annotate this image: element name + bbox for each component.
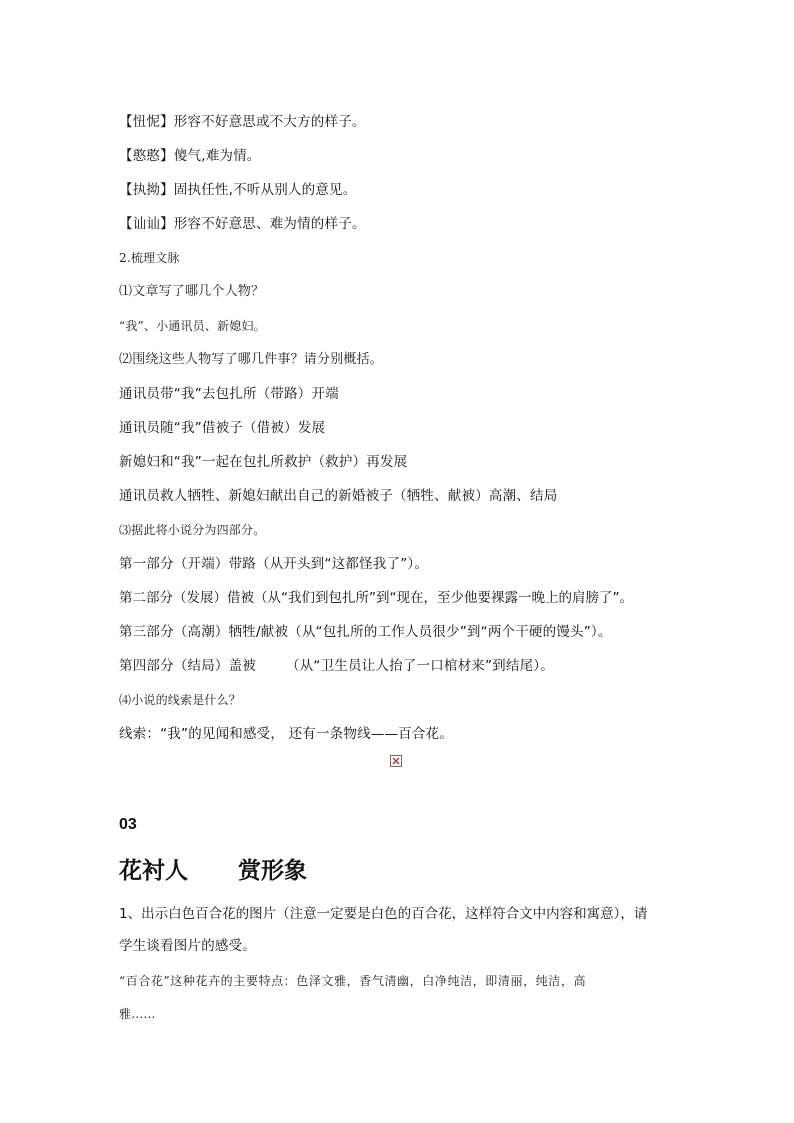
part-3: 第三部分（高潮）牺牲/献被（从“包扎所的工作人员很少”到“两个干硬的馒头”）。	[119, 624, 612, 640]
question-3: ⑶据此将小说分为四部分。	[119, 523, 266, 537]
part-4-range: （从“卫生员让人抬了一口棺材来”到结尾）。	[286, 658, 554, 674]
lily-features-line-2: 雅……	[119, 1007, 156, 1021]
part-2: 第二部分（发展）借被（从“我们到包扎所”到“现在，至少他要裸露一晚上的肩膀了”。	[119, 590, 633, 606]
lily-features-line-1: “百合花”这种花卉的主要特点：色泽文雅，香气清幽，白净纯洁，即清丽，纯洁，高	[119, 974, 587, 988]
section-title-part-b: 赏形象	[238, 858, 307, 884]
event-2: 通讯员随“我”借被子（借被）发展	[119, 420, 326, 436]
event-4: 通讯员救人牺牲、新媳妇献出自己的新婚被子（牺牲、献被）高潮、结局	[119, 488, 558, 504]
event-3: 新媳妇和“我”一起在包扎所救护（救护）再发展	[119, 454, 408, 470]
subheading-outline: 2.梳理文脉	[119, 251, 180, 265]
vocab-zhiniu: 【执拗】固执任性,不听从别人的意见。	[119, 182, 357, 198]
answer-1: “我”、小通讯员、新媳妇。	[119, 319, 266, 333]
part-4	[119, 656, 554, 676]
vocab-niuni: 【忸怩】形容不好意思或不大方的样子。	[119, 114, 366, 130]
broken-image-icon	[390, 755, 402, 767]
answer-4: 线索：“我”的见闻和感受， 还有一条物线——百合花。	[119, 726, 453, 742]
event-1: 通讯员带“我”去包扎所（带路）开端	[119, 386, 339, 402]
section-title	[119, 852, 307, 885]
question-4: ⑷小说的线索是什么？	[119, 693, 242, 707]
activity-1-line-2: 学生谈看图片的感受。	[119, 938, 256, 954]
question-2: ⑵围绕这些人物写了哪几件事？请分别概括。	[119, 352, 384, 367]
part-4-label: 第四部分（结局）盖被	[119, 658, 256, 674]
section-title-part-a: 花衬人	[119, 858, 188, 884]
part-1: 第一部分（开端）带路（从开头到“这都怪我了”）。	[119, 556, 429, 572]
activity-1-line-1: 1、出示白色百合花的图片（注意一定要是白色的百合花，这样符合文中内容和寓意），请	[119, 906, 648, 922]
vocab-shanshan: 【讪讪】形容不好意思、难为情的样子。	[119, 216, 366, 232]
vocab-hanhan: 【憨憨】傻气,难为情。	[119, 148, 261, 164]
section-number: 03	[119, 816, 137, 833]
question-1: ⑴文章写了哪几个人物？	[119, 284, 265, 299]
